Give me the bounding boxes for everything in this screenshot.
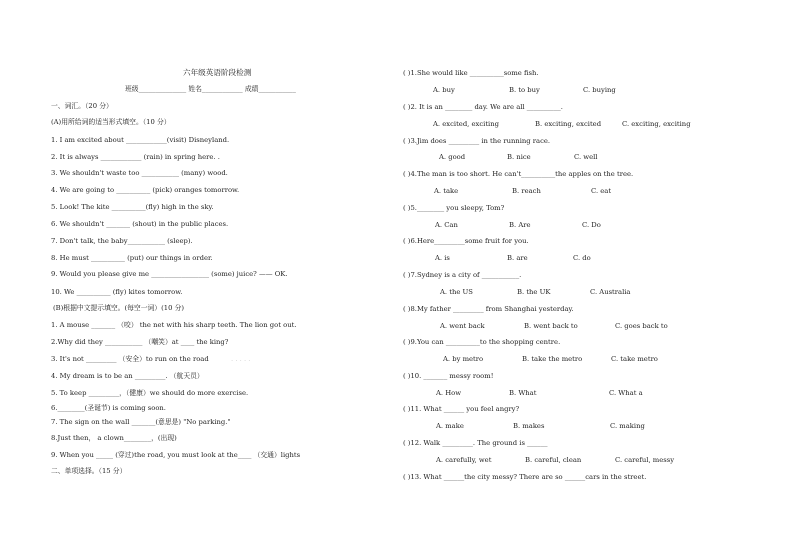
option-b: B. exciting, excited	[535, 120, 602, 128]
partA-item: 5. Look! The kite __________(fly) high in the sky.	[51, 203, 214, 211]
option-a: A. the US	[440, 288, 473, 296]
option-a: A. Can	[435, 221, 458, 229]
partB-item: 8.Just then， a clown________，(出现)	[51, 434, 177, 442]
section2-heading: 二、单项选择。（15 分）	[51, 467, 127, 475]
partB-item: 2.Why did they ___________ （嘲笑）at ____ the king?	[51, 338, 229, 346]
option-c: C. careful, messy	[615, 456, 675, 464]
question-text: ( )8.My father _________ from Shanghai yesterday.	[403, 305, 574, 313]
partA-item: 7. Don't talk, the baby___________ (sleep).	[51, 237, 193, 245]
question-text: ( )9.You can __________to the shopping centre.	[403, 338, 561, 346]
partA-heading: (A)用所给词的适当形式填空。（10 分）	[51, 118, 171, 126]
option-c: C. Australia	[590, 288, 631, 296]
partA-item: 10. We __________ (fly) kites tomorrow.	[51, 288, 183, 296]
question-text: ( )5.________ you sleepy, Tom?	[403, 204, 505, 212]
option-a: A. How	[436, 389, 462, 397]
option-c: C. goes back to	[615, 322, 668, 330]
option-c: C. take metro	[611, 355, 658, 363]
option-b: B. to buy	[509, 86, 540, 94]
question-text: ( )13. What ______the city messy? There are so ______cars in the street.	[403, 473, 647, 481]
option-b: B. Are	[509, 221, 531, 229]
partA-item: 6. We shouldn't _______ (shout) in the public places.	[51, 220, 229, 228]
partA-item: 2. It is always ____________ (rain) in spring here. .	[51, 153, 220, 161]
option-c: C. do	[573, 254, 591, 262]
partB-item: 1. A mouse _______ （咬） the net with his sharp teeth. The lion got out.	[51, 321, 297, 329]
option-b: B. take the metro	[522, 355, 583, 363]
partA-item: 3. We shouldn't waste too ___________ (many) wood.	[51, 169, 228, 177]
option-a: A. make	[436, 422, 464, 430]
option-b: B. nice	[507, 153, 531, 161]
partB-item: 7. The sign on the wall _______(意思是) "No parking."	[51, 418, 231, 426]
option-a: A. carefully, wet	[436, 456, 492, 464]
option-c: C. buying	[583, 86, 616, 94]
option-b: B. reach	[512, 187, 541, 195]
option-a: A. excited, exciting	[433, 120, 499, 128]
question-text: ( )3.Jim does _________ in the running race.	[403, 137, 551, 145]
option-b: B. went back to	[524, 322, 578, 330]
faint-mark: . . . . .	[231, 355, 251, 363]
question-text: ( )6.Here_________some fruit for you.	[403, 237, 529, 245]
option-a: A. take	[434, 187, 459, 195]
option-a: A. good	[439, 153, 466, 161]
page-title: 六年级英语阶段检测	[183, 68, 252, 77]
option-c: C. making	[610, 422, 645, 430]
option-c: C. eat	[591, 187, 612, 195]
question-text: ( )11. What ______ you feel angry?	[403, 405, 520, 413]
partA-item: 1. I am excited about ____________(visit) Disneyland.	[51, 136, 230, 144]
question-text: ( )10. _______ messy room!	[403, 372, 494, 380]
option-a: A. is	[435, 254, 450, 262]
option-b: B. the UK	[517, 288, 551, 296]
option-b: B. What	[509, 389, 537, 397]
question-text: ( )2. It is an ________ day. We are all __________.	[403, 103, 563, 111]
partB-heading: (B)根据中文提示填空。(每空一词）(10 分)	[53, 304, 185, 312]
question-text: ( )1.She would like __________some fish.	[403, 69, 539, 77]
option-b: B. makes	[513, 422, 545, 430]
option-a: A. buy	[433, 86, 455, 94]
partB-item: 9. When you _____ (穿过)the road, you must look at the____ （交通）lights	[51, 451, 301, 459]
question-text: ( )4.The man is too short. He can't__________the apples on the tree.	[403, 170, 634, 178]
section1-heading: 一、词汇。（20 分）	[51, 102, 113, 110]
option-a: A. by metro	[443, 355, 484, 363]
partB-item: 4. My dream is to be an _________. （航天员）	[51, 372, 204, 380]
partB-item: 5. To keep _________，（健康）we should do more exercise.	[51, 389, 249, 397]
option-a: A. went back	[440, 322, 485, 330]
partB-item: 6.________(圣诞节) is coming soon.	[51, 404, 166, 412]
option-c: C. well	[574, 153, 598, 161]
student-info-line: 班级______________ 姓名____________ 成绩___________	[125, 85, 296, 93]
option-c: C. What a	[609, 389, 643, 397]
option-c: C. Do	[582, 221, 601, 229]
question-text: ( )7.Sydney is a city of ___________.	[403, 271, 522, 279]
partA-item: 9. Would you please give me _________________ (some) juice? —— OK.	[51, 270, 288, 278]
option-b: B. careful, clean	[525, 456, 582, 464]
option-b: B. are	[507, 254, 528, 262]
partA-item: 4. We are going to __________ (pick) oranges tomorrow.	[51, 186, 240, 194]
partA-item: 8. He must __________ (put) our things in order.	[51, 254, 213, 262]
question-text: ( )12. Walk _________. The ground is ______	[403, 439, 548, 447]
option-c: C. exciting, exciting	[622, 120, 691, 128]
partB-item: 3. It's not _________ （安全）to run on the road	[51, 355, 209, 363]
